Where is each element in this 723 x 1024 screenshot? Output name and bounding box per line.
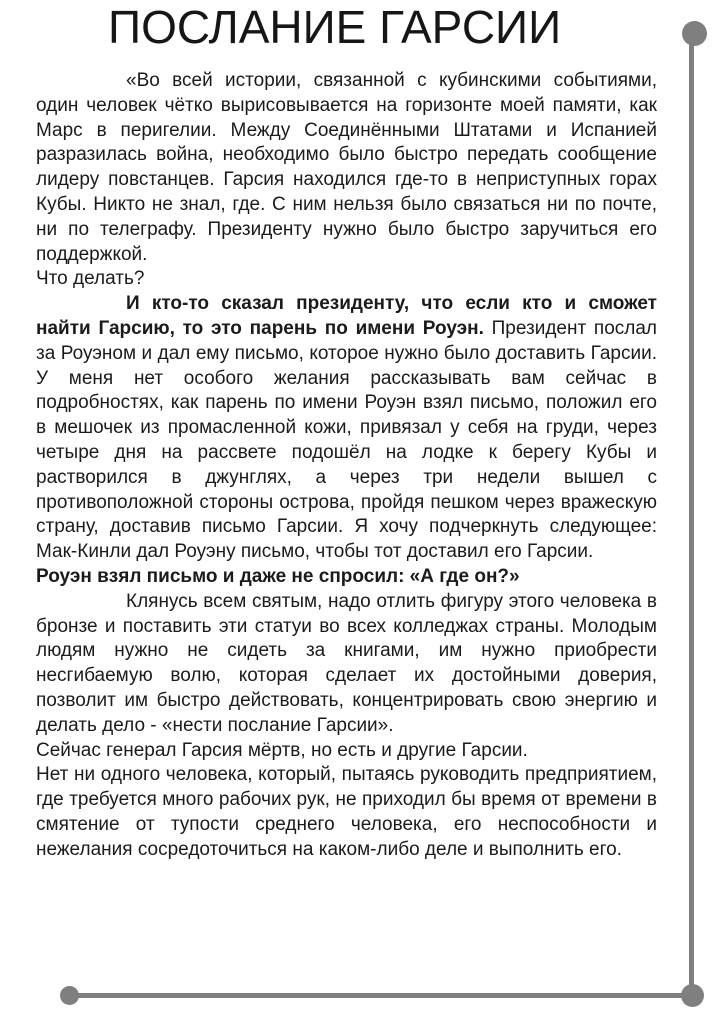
decor-vertical-line xyxy=(689,33,694,995)
paragraph-text: Клянусь всем святым, надо отлить фигуру этого человека в бронзе и поставить эти статуи во всех колледжах страны. Молодым людям нужно не сидеть за книгами, им нужно приобрести несгибаемую волю, которая сделает их достойными доверия, позволит им быстро действовать, концентрировать свою энергию и делать дело - «нести послание Гарсии». xyxy=(36,590,657,736)
paragraph-text: Сейчас генерал Гарсия мёртв, но есть и другие Гарсии. xyxy=(36,739,528,761)
paragraph-text: «Во всей истории, связанной с кубинскими событиями, один человек чётко вырисовывается на горизонте моей памяти, как Марс в перигелии. Между Соединёнными Штатами и Испанией разразилась война, необходимо было быстро передать сообщение лидеру повстанцев. Гарсия находился где-то в неприступных горах Кубы. Никто не знал, где. С ним нельзя было связаться ни по почте, ни по телеграфу. Президенту нужно было быстро заручиться его поддержкой. xyxy=(36,70,657,265)
decor-circle-bottom-right xyxy=(681,984,704,1007)
page-title: ПОСЛАНИЕ ГАРСИИ xyxy=(108,1,562,53)
paragraph xyxy=(36,69,657,267)
paragraph-text-bold: И кто-то сказал президенту, что если кто и сможет найти Гарсию, то это парень по имени Роуэн. xyxy=(36,293,657,339)
document-body xyxy=(36,69,657,863)
paragraph xyxy=(36,267,657,292)
decor-horizontal-line xyxy=(70,993,694,998)
paragraph xyxy=(36,565,657,590)
paragraph-text: Что делать? xyxy=(36,268,145,290)
decor-circle-top-right xyxy=(682,21,707,46)
paragraph xyxy=(36,739,657,764)
paragraph xyxy=(36,590,657,739)
paragraph-text: Президент послал за Роуэном и дал ему письмо, которое нужно было доставить Гарсии. У меня нет особого желания рассказывать вам сейчас в подробностях, как парень по имени Роуэн взял письмо, положил его в мешочек из промасленной кожи, привязал у себя на груди, через четыре дня на рассвете подошёл на лодке к берегу Кубы и растворился в джунглях, а через три недели вышел с противоположной стороны острова, пройдя пешком через вражескую страну, доставив письмо Гарсии. Я хочу подчеркнуть следующее: Мак-Кинли дал Роуэну письмо, чтобы тот доставил его Гарсии. xyxy=(36,317,657,563)
decor-circle-bottom-left xyxy=(60,986,79,1005)
paragraph-text-bold: Роуэн взял письмо и даже не спросил: «А где он?» xyxy=(36,565,520,587)
paragraph-text: Нет ни одного человека, который, пытаясь руководить предприятием, где требуется много рабочих рук, не приходил бы время от времени в смятение от тупости среднего человека, его неспособности и нежелания сосредоточиться на каком-либо деле и выполнить его. xyxy=(36,764,657,860)
paragraph xyxy=(36,763,657,862)
paragraph xyxy=(36,292,657,565)
